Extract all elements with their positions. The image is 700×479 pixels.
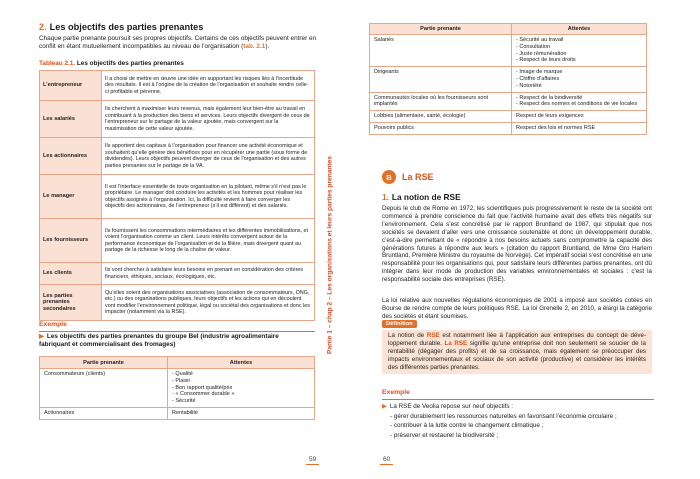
actor-cell: Les actionnaires: [40, 138, 102, 175]
spine-text: Partie 1 – chap 2 – Les organisations et leurs parties prenantes: [326, 156, 334, 354]
definition-box: [382, 330, 652, 374]
table-header-row: [370, 24, 647, 35]
table-reference-link[interactable]: tab. 2.1: [243, 43, 266, 51]
actor-cell: Les salariés: [40, 101, 102, 138]
expectations-cell: [168, 369, 315, 408]
expectations-cell: Rentabilité: [168, 407, 315, 419]
list-item: - Respect des normes et conditions de vie locales: [516, 101, 642, 108]
section-b-title: La RSE: [402, 172, 434, 182]
objective-cell: Il est l’interface essentielle de toute organisation en la pilotant, même s’il n’est pas le propriétaire. Le manager doit conduire les activités et les hommes pour réaliser les objectifs assignés à l’organisation. Ici, la difficulté revient à faire converger les objectifs des actionnaires, de l’entrepreneur (s’il est différent) et des salariés.: [102, 175, 315, 219]
list-item: - Respect de leurs droits: [516, 57, 642, 64]
table-row: [40, 138, 315, 175]
party-cell: Salariés: [370, 35, 512, 67]
list-item: - Plaisir: [172, 378, 310, 385]
table-row: [40, 263, 315, 285]
list-item-text: préserver et restaurer la biodiversité ;: [393, 431, 499, 439]
example-title-text: Les objectifs des parties prenantes du groupe Bel (industrie agroalimentaire fabriquant et commercialisant des fromages): [39, 333, 279, 348]
section-number: 2.: [39, 22, 47, 32]
actor-cell: Les parties prenantes secondaires: [40, 285, 102, 321]
page-number-right: 60: [380, 455, 393, 465]
table-caption: [39, 60, 184, 67]
section-title: [39, 22, 203, 32]
example-divider-right: [382, 399, 654, 400]
party-cell: Communautés locales où les fournisseurs sont implantés: [370, 92, 512, 111]
table-header-row: [40, 357, 315, 369]
bel-stakeholders-table: [39, 356, 315, 420]
table-caption-title: Les objectifs des parties prenantes: [76, 60, 184, 67]
rse-paragraph-1: Depuis le club de Rome en 1972, les scientifiques puis progressivement le reste de la société ont commencé à prendre conscience du fait que l’activité humaine avait des effets très négatifs sur l’environnement. Cela s’est concrétisé par le rapport Bruntland de 1987, qui stipulait que nos sociétés se devaient d’aller vers une croissance soutenable et donc un développement durable, c’est-à-dire permettant de « répondre à nos besoins actuels sans compromettre la capacité des générations futures à répondre aux leurs » (citation du rapport Bruntland, de Mme Gro Harlem Bruntland, Première Ministre du royaume de Norvège). Cet impératif social s’est concrétisé en une responsabilité pour les organisations qui, pour satisfaire leurs différentes parties prenantes, ont dû intégrer dans leur mode de production des variables environnementales et sociales : c’est la responsabilité sociale des entreprises (RSE).: [382, 205, 652, 284]
list-item: - contribuer à la lutte contre le changement climatique ;: [390, 422, 544, 430]
example-label-right: Exemple: [382, 389, 410, 396]
list-item: - Sécurité au travail: [516, 37, 642, 44]
section-b-heading: [382, 170, 434, 184]
list-item: - Chiffre d’affaires: [516, 76, 642, 83]
column-header: Partie prenante: [370, 24, 512, 35]
list-item: - Notoriété: [516, 83, 642, 90]
definition-term: RSE: [426, 332, 440, 339]
list-item: - Juste rémunération: [516, 51, 642, 58]
list-item: - Sécurité: [172, 398, 310, 405]
subsection-title-text: La notion de RSE: [391, 192, 461, 202]
table-caption-label: Tableau 2.1.: [39, 60, 76, 67]
example-title: [39, 333, 311, 349]
intro-text-after: ).: [265, 43, 270, 51]
party-cell: Lobbies (alimentaire, santé, écologie): [370, 111, 512, 123]
list-item: - « Consommer durable »: [172, 391, 310, 398]
objective-cell: Ils apportent des capitaux à l’organisation pour financer une activité économique et souhaitent qu’elle génère des bénéfices pour en récupérer une partie (sous forme de dividendes). Leurs objectifs peuvent diverger de ceux de l’organisation et des autres parties prenantes sur le partage de la VA.: [102, 138, 315, 175]
column-header: Partie prenante: [40, 357, 168, 369]
table-row: [370, 122, 647, 134]
actor-cell: Le manager: [40, 175, 102, 219]
rse-paragraph-2: La loi relative aux nouvelles régulations économiques de 2001 a imposé aux sociétés cotées en Bourse de rendre compte de leurs politiques RSE. La loi Grenelle 2, en 2010, a élargi la catégorie des sociétés et étant soumises.: [382, 297, 652, 320]
list-item: - Respect de la biodiversité: [516, 95, 642, 102]
expectations-cell: [512, 67, 647, 92]
example-label: Exemple: [39, 321, 67, 328]
definition-badge: Définition: [382, 320, 417, 328]
objective-cell: Qu’elles soient des organisations associatives (association de consommateurs, ONG, etc.) ou des organisations publiques, leurs objectifs et les actions qui en découlent vont modifier l’environnement politique, légal ou sociétal des organisations et donc les impacter (notamment via la RSE).: [102, 285, 315, 321]
stakeholder-objectives-table: [39, 70, 315, 321]
stakeholders-continued-table: [369, 23, 647, 135]
definition-text-mid: est notamment liée à l’application aux entreprises du concept de développement durable.: [388, 332, 647, 347]
example-intro-text: La RSE de Veolia repose sur neuf objectifs :: [389, 403, 514, 410]
actor-cell: L’entrepreneur: [40, 71, 102, 101]
definition-text-after: signifie qu’une entreprise doit non seulement se soucier de la rentabilité (dégager des profits) et de sa croissance, mais également se préoccuper des impacts environnementaux et sociaux de son activité (productive) et considérer les intérêts des différentes parties prenantes.: [388, 339, 646, 371]
table-row: [40, 285, 315, 321]
subsection-number: 1.: [382, 192, 389, 202]
example-divider: [39, 331, 315, 332]
table-row: [40, 407, 315, 419]
subsection-title: [382, 192, 461, 202]
objective-cell: Il a choisi de mettre en œuvre une idée en supportant les risques liés à l’incertitude des résultats. Il est à l’origine de la création de l’organisation et souhaite rendre celle-ci profitable et pérenne.: [102, 71, 315, 101]
party-cell: Consommateurs (clients): [40, 369, 168, 408]
list-item: - Qualité: [172, 371, 310, 378]
page-number-left: 59: [306, 455, 319, 465]
spine-running-header: [324, 150, 336, 360]
triangle-bullet-icon: ▶: [39, 333, 44, 340]
column-header: Attentes: [512, 24, 647, 35]
intro-text-before: Chaque partie prenante poursuit ses propres objectifs. Certains de ces objectifs peuvent entrer en conflit en étant mutuellement incompatibles au niveau de l’organisation (: [39, 35, 317, 51]
actor-cell: Les fournisseurs: [40, 219, 102, 263]
table-row: [40, 101, 315, 138]
list-item: - Bon rapport qualité/prix: [172, 385, 310, 392]
triangle-bullet-icon: ▶: [382, 403, 387, 410]
table-row: [370, 92, 647, 111]
list-item: - Image de marque: [516, 69, 642, 76]
expectations-cell: Respect des lois et normes RSE: [512, 122, 647, 134]
objective-cell: Ils vont chercher à satisfaire leurs besoins en prenant en considération des critères financiers, éthiques, sociaux, écologiques, etc.: [102, 263, 315, 285]
table-row: [370, 67, 647, 92]
expectations-cell: [512, 35, 647, 67]
list-item-text: contribuer à la lutte contre le changement climatique ;: [393, 422, 544, 430]
list-item: - Consultation: [516, 44, 642, 51]
list-item: - gérer durablement les ressources naturelles en favorisant l’économie circulaire ;: [390, 412, 617, 420]
table-row: [40, 369, 315, 408]
objective-cell: Ils fournissent les consommations intermédiaires et les différentes immobilisations, et voient l’organisation comme un client. Leurs intérêts convergent autour de la performance économique de l’organisation et de la filière, mais divergent quant au partage de la richesse le long de la chaîne de valeur.: [102, 219, 315, 263]
table-row: [370, 35, 647, 67]
party-cell: Actionnaires: [40, 407, 168, 419]
list-item-text: gérer durablement les ressources naturelles en favorisant l’économie circulaire ;: [393, 412, 617, 420]
actor-cell: Les clients: [40, 263, 102, 285]
objective-cell: Ils cherchent à maximiser leurs revenus, mais également leur bien-être au travail en contribuant à la production des biens et services. Leurs objectifs divergent de ceux de l’entrepreneur sur le partage de la valeur ajoutée, mais convergent sur la maximisation de cette valeur ajoutée.: [102, 101, 315, 138]
veolia-example: [382, 402, 654, 440]
page-gutter: [340, 0, 357, 479]
example-intro: [382, 402, 654, 412]
party-cell: Pouvoirs publics: [370, 122, 512, 134]
intro-paragraph: [39, 35, 317, 52]
column-header: Attentes: [168, 357, 315, 369]
expectations-cell: [512, 92, 647, 111]
table-row: [370, 111, 647, 123]
section-title-text: Les objectifs des parties prenantes: [49, 22, 204, 32]
section-letter-badge: B: [382, 170, 396, 184]
list-item: - préserver et restaurer la biodiversité ;: [390, 431, 499, 439]
definition-term-2: La RSE: [444, 339, 468, 347]
expectations-cell: Respect de leurs exigences: [512, 111, 647, 123]
table-row: [40, 71, 315, 101]
table-row: [40, 175, 315, 219]
table-row: [40, 219, 315, 263]
party-cell: Dirigeants: [370, 67, 512, 92]
definition-text-before: La notion de: [388, 332, 427, 339]
